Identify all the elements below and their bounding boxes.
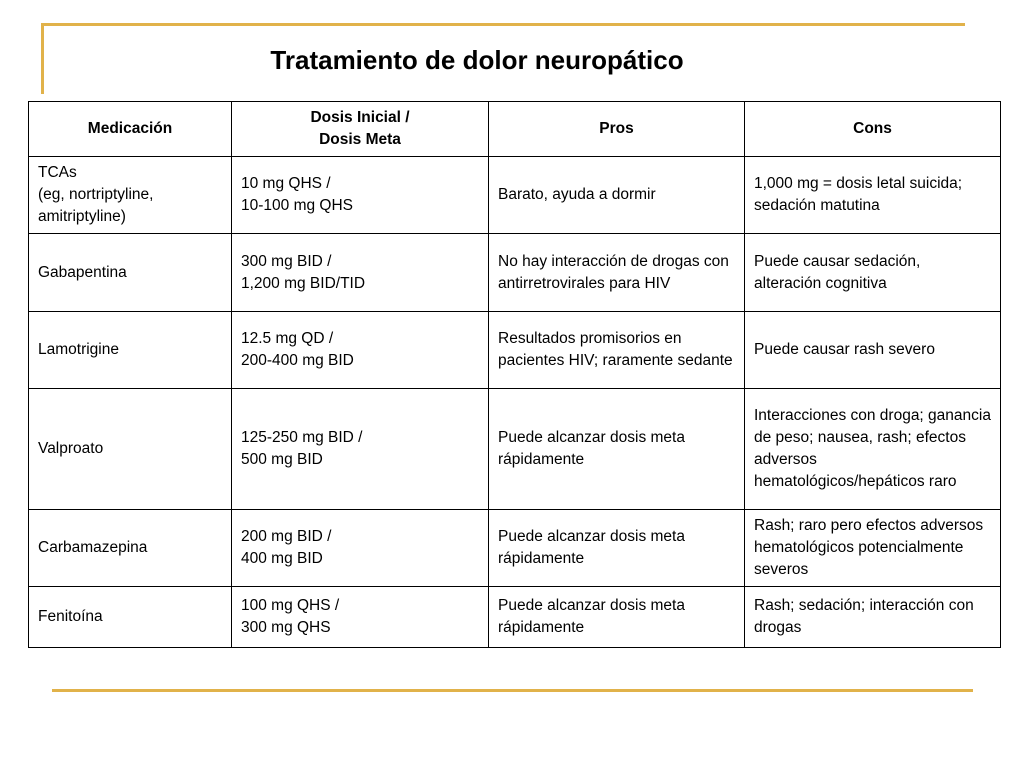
cell-dosis: 12.5 mg QD / 200-400 mg BID (232, 312, 489, 389)
cell-dosis: 200 mg BID / 400 mg BID (232, 510, 489, 587)
table-row (29, 234, 1001, 312)
treatment-table (28, 101, 1001, 648)
slide-title: Tratamiento de dolor neuropático (270, 45, 684, 75)
cell-dosis: 100 mg QHS / 300 mg QHS (232, 587, 489, 648)
table-header-row (29, 102, 1001, 157)
cell-dosis: 300 mg BID / 1,200 mg BID/TID (232, 234, 489, 312)
header-dosis: Dosis Inicial / Dosis Meta (232, 102, 489, 157)
table-row (29, 587, 1001, 648)
cell-pros: Puede alcanzar dosis meta rápidamente (489, 389, 745, 510)
header-medicacion: Medicación (29, 102, 232, 157)
cell-medicacion: Fenitoína (29, 587, 232, 648)
cell-pros: No hay interacción de drogas con antirretrovirales para HIV (489, 234, 745, 312)
cell-cons: Interacciones con droga; ganancia de peso; nausea, rash; efectos adversos hematológicos/hepáticos raro (745, 389, 1001, 510)
cell-cons: Rash; raro pero efectos adversos hematológicos potencialmente severos (745, 510, 1001, 587)
cell-medicacion: TCAs (eg, nortriptyline, amitriptyline) (29, 157, 232, 234)
table-row (29, 312, 1001, 389)
header-cons: Cons (745, 102, 1001, 157)
cell-pros: Puede alcanzar dosis meta rápidamente (489, 510, 745, 587)
cell-pros: Resultados promisorios en pacientes HIV; raramente sedante (489, 312, 745, 389)
table-row (29, 157, 1001, 234)
table-row (29, 389, 1001, 510)
cell-dosis: 10 mg QHS / 10-100 mg QHS (232, 157, 489, 234)
accent-line-top (41, 23, 965, 26)
table-row (29, 510, 1001, 587)
cell-pros: Puede alcanzar dosis meta rápidamente (489, 587, 745, 648)
cell-cons: Puede causar rash severo (745, 312, 1001, 389)
header-pros: Pros (489, 102, 745, 157)
cell-medicacion: Lamotrigine (29, 312, 232, 389)
cell-medicacion: Carbamazepina (29, 510, 232, 587)
cell-medicacion: Gabapentina (29, 234, 232, 312)
cell-cons: Puede causar sedación, alteración cognitiva (745, 234, 1001, 312)
cell-cons: 1,000 mg = dosis letal suicida; sedación matutina (745, 157, 1001, 234)
cell-medicacion: Valproato (29, 389, 232, 510)
cell-cons: Rash; sedación; interacción con drogas (745, 587, 1001, 648)
cell-pros: Barato, ayuda a dormir (489, 157, 745, 234)
accent-line-bottom (52, 689, 973, 692)
cell-dosis: 125-250 mg BID / 500 mg BID (232, 389, 489, 510)
